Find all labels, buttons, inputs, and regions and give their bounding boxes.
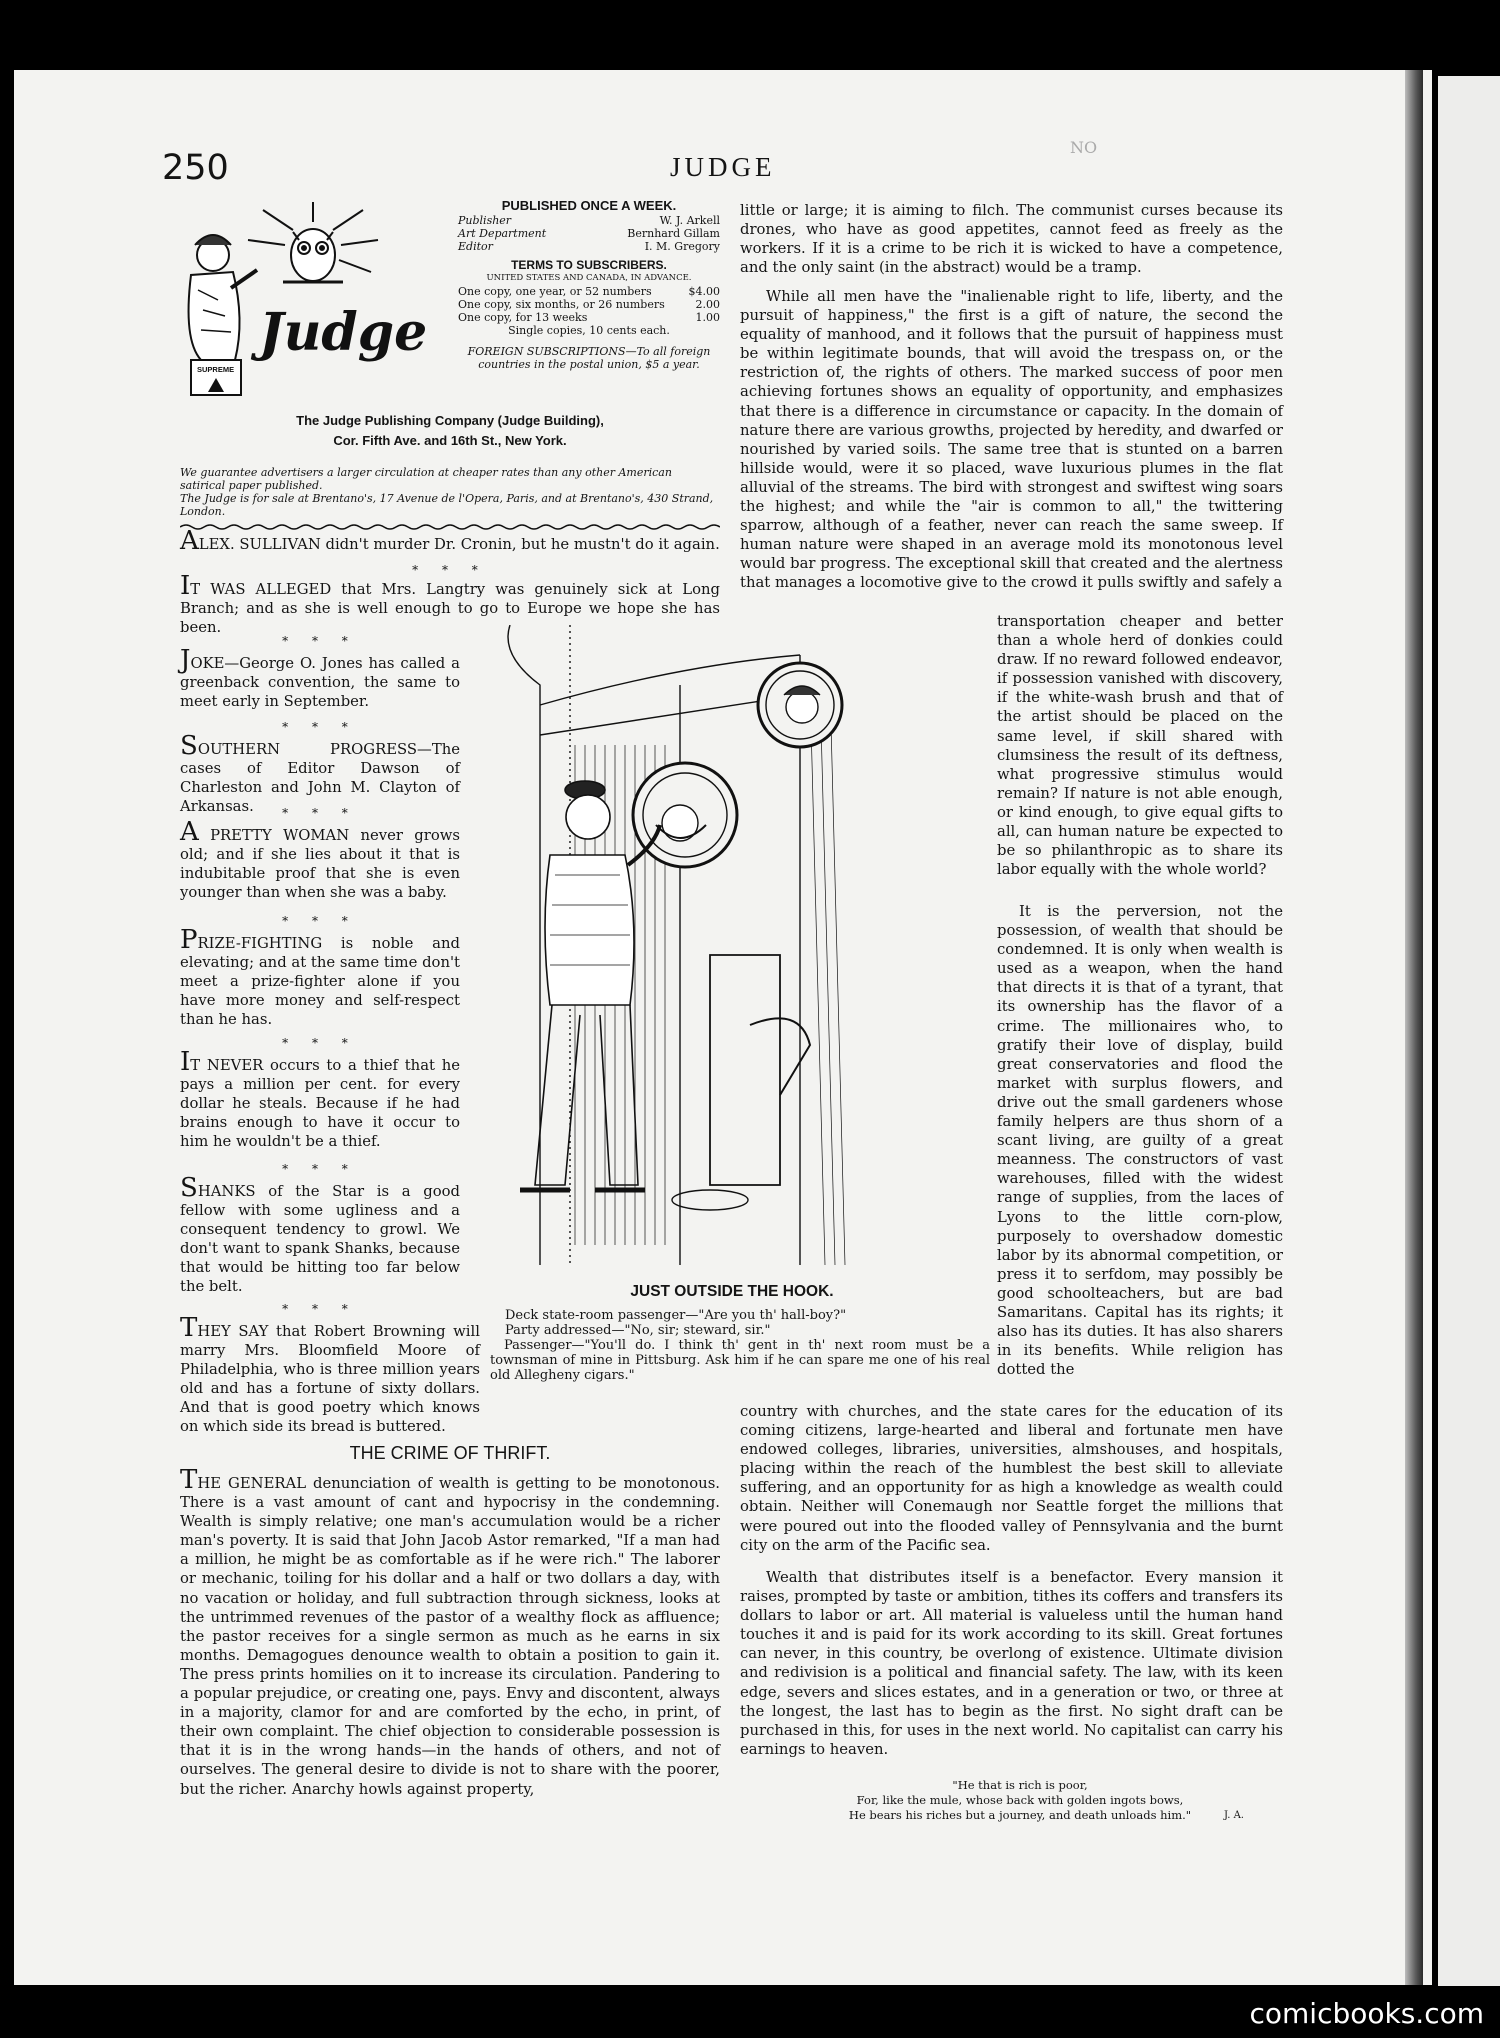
terms-subtitle: UNITED STATES AND CANADA, IN ADVANCE. [486,273,692,283]
poem-line: For, like the mule, whose back with golden ingots bows, [856,1793,1184,1807]
logo-text: Judge [259,302,428,363]
binding-gutter [1405,70,1423,1985]
paragraph-prize-fighting [180,925,460,1029]
drop-cap: T [180,1313,198,1343]
drop-cap: J [180,645,191,675]
wavy-rule [180,523,720,531]
terms-price: $4.00 [688,285,720,298]
cartoon-illustration [480,625,980,1275]
paragraph-text: OUTHERN PROGRESS—The cases of Editor Dawson of Charleston and John M. Clayton of Arkansas. [180,741,460,816]
staff-name: I. M. Gregory [644,240,720,253]
article-paragraph-r4: It is the perversion, not the possession, of wealth that should be condemned. It is only when wealth is used as a weapon, when the hand that directs it is that of a tyrant, that its ownership has the flavor of a crime. The millionaires who, to gratify their love of display, build great conservatories and flood the market with surplus flowers, and drive out the small gardeners whose family helpers are thus shorn of a scant living, are guilty of a great meanness. The constructors of vast warehouses, filled with the widest range of supplies, from the laces of Lyons to the little corn-plow, purposely to overshadow domestic labor by its abnormal competition, or press it to serfdom, may possibly be good schoolteachers, but are bad Samaritans. Capital has its rights; it also has its duties. It has also sharers in its benefits. While religion has dotted the [997,903,1283,1379]
sales-note: The Judge is for sale at Brentano's, 17 Avenue de l'Opera, Paris, and at Brentano's, 430 Strand, London. [180,492,714,518]
separator-stars: * * * [282,1302,358,1316]
terms-label: One copy, six months, or 26 numbers [458,298,665,311]
separator-stars: * * * [282,914,358,928]
separator-stars: * * * [282,1162,358,1176]
watermark: comicbooks.com [1249,1997,1484,2030]
separator-stars: * * * [282,806,358,820]
paragraph-text: PRETTY WOMAN never grows old; and if she lies about it that is indubitable proof that she is even younger than when she was a baby. [180,827,460,902]
paragraph-text: OKE—George O. Jones has called a greenback convention, the same to meet early in September. [180,655,460,711]
owl-drawing [283,229,343,282]
article-paragraph-r6: Wealth that distributes itself is a benefactor. Every mansion it raises, prompted by taste or ambition, tithes its coffers and transfers its dollars to labor or art. All material is valueless until the human hand touches it and is paid for its work according to its skill. Great fortunes can never, in this country, be overlong of existence. Ultimate division and redivision is a political and financial safety. The law, with its keen edge, severs and slices estates, and in a generation or two, or three at the longest, the last has to begin as the first. No sight draft can be purchased in this, for uses in the next world. No capitalist can carry his earnings to heaven. [740,1569,1283,1758]
staff-name: Bernhard Gillam [627,227,720,240]
terms-row [458,311,720,324]
cartoon-title: JUST OUTSIDE THE HOOK. [630,1283,834,1300]
drop-cap: S [180,1173,198,1203]
separator-stars: * * * [282,634,358,648]
staff-row [458,240,720,253]
separator-stars: * * * [282,720,358,734]
published-weekly: PUBLISHED ONCE A WEEK. [501,198,677,213]
paragraph-shanks [180,1173,460,1297]
drop-cap: A [180,817,199,847]
staff-list [458,214,720,253]
bleed-through-text: NO [1070,138,1098,157]
steward-figure [520,781,660,1190]
paragraph-text: T WAS ALLEGED that Mrs. Langtry was genuinely sick at Long Branch; and as she is well enough to go to Europe we hope she has been. [180,581,720,637]
author-signature: J. A. [1224,1810,1244,1821]
article-paragraph-1 [180,1465,720,1799]
page-number: 250 [162,148,229,188]
paragraph-browning [180,1313,480,1437]
paragraph-sullivan [180,526,720,556]
paragraph-text: RIZE-FIGHTING is noble and elevating; and at the same time don't meet a prize-fighter alone if you have more money and self-respect than he has. [180,935,460,1029]
poem-line: "He that is rich is poor, [952,1778,1088,1792]
terms-price: 2.00 [695,298,720,311]
drop-cap: S [180,731,198,761]
paragraph-text: LEX. SULLIVAN didn't murder Dr. Cronin, but he mustn't do it again. [198,536,720,553]
staff-name: W. J. Arkell [659,214,720,227]
staff-row [458,227,720,240]
advertising-note [180,466,720,518]
circulation-note: We guarantee advertisers a larger circulation at cheaper rates than any other American satirical paper published. [180,466,672,492]
paragraph-text: HEY SAY that Robert Browning will marry Mrs. Bloomfield Moore of Philadelphia, who is three million years old and has a fortune of sixty dollars. And that is good poetry which knows on which side its bread is buttered. [180,1323,480,1436]
terms-label: One copy, for 13 weeks [458,311,588,324]
drop-cap: A [180,526,199,556]
porthole-lower [633,763,737,867]
judge-figure [189,235,257,360]
article-title: THE CRIME OF THRIFT. [349,1443,551,1463]
terms-label: One copy, one year, or 52 numbers [458,285,652,298]
box-label: SUPREME [197,365,235,374]
company-name: The Judge Publishing Company (Judge Building), [296,413,604,428]
drop-cap: I [180,571,191,601]
paragraph-text: HE GENERAL denunciation of wealth is getting to be monotonous. There is a vast amount of cant and hypocrisy in the condemning. Wealth is simply relative; one man's accumulation would be a richer man's poverty. It is said that John Jacob Astor remarked, "If a man had a million, he might be as comfortable as if he were rich." The laborer or mechanic, toiling for his dollar and a half or two dollars a day, with no vacation or holiday, and full subtraction through sickness, looks at the untrimmed revenues of the pastor of a wealthy flock as affluence; the pastor receives for a single sermon as much as he earns in six months. Demagogues denounce wealth to obtain a position to gain it. The press prints homilies on it to increase its circulation. Pandering to a popular prejudice, or creating one, pays. Envy and discontent, always in a majority, clamor for and are comforted by the echo, in print, of their own complaint. The chief objection to considerable possession is that it is in the wrong hands—in the hands of others, and not of ourselves. The general desire to divide is not to share with the poorer, but the richer. Anarchy howls against property, [180,1475,720,1798]
paragraph-jones [180,645,460,711]
company-address: Cor. Fifth Ave. and 16th St., New York. [333,433,567,448]
publisher-block [180,411,720,451]
drop-cap: P [180,925,198,955]
drop-cap: T [180,1465,198,1495]
next-page-edge [1438,76,1500,1986]
paragraph-text: HANKS of the Star is a good fellow with some ugliness and a consequent tendency to growl. We don't want to spank Shanks, because that would be hitting too far below the belt. [180,1183,460,1296]
paragraph-thief [180,1047,460,1151]
separator-stars: * * * [412,563,488,577]
publication-info [458,199,720,371]
porthole-upper [758,663,842,747]
terms-row [458,285,720,298]
terms-title: TERMS TO SUBSCRIBERS. [511,258,667,272]
running-head: JUDGE [670,152,776,182]
staff-role: Publisher [458,214,512,227]
caption-line: Party addressed—"No, sir; steward, sir." [505,1323,771,1338]
article-paragraph-r3: transportation cheaper and better than a whole herd of donkies could draw. If no reward followed endeavor, if possession vanished with discovery, if the white-wash brush and that of the artist should be placed on the same level, if skill shared with clumsiness the result of its deftness, what progressive stimulus would remain? If nature is not able enough, or kind enough, to give equal gifts to all, can human nature be expected to be so philanthropic as to share its labor equally with the whole world? [997,613,1283,879]
terms-row [458,298,720,311]
staff-role: Art Department [458,227,547,240]
judge-masthead-logo [173,200,443,405]
single-copies: Single copies, 10 cents each. [508,324,670,337]
article-paragraph-r1: little or large; it is aiming to filch. The communist curses because its drones, who have as good appetites, cannot feed as freely as the workers. If it is a crime to be rich it is wicked to have a competence, and the only saint (in the abstract) would be a tramp. [740,202,1283,277]
paragraph-text: T NEVER occurs to a thief that he pays a million per cent. for every dollar he steals. Because if he had brains enough to have it occur to him he wouldn't be a thief. [180,1057,460,1151]
caption-line: Deck state-room passenger—"Are you th' hall-boy?" [505,1308,847,1323]
foreign-subscriptions: FOREIGN SUBSCRIPTIONS—To all foreign countries in the postal union, $5 a year. [467,345,711,371]
paragraph-pretty-woman [180,817,460,902]
closing-poem [780,1778,1260,1823]
staff-role: Editor [458,240,493,253]
article-paragraph-r2: While all men have the "inalienable right to life, liberty, and the pursuit of happiness," the first is a gift of nature, the second the equality of manhood, and it follows that the pursuit of happiness must be within legitimate bounds, that will avoid the trespass on, or the restriction of, the rights of others. The marked success of poor men achieving fortunes shows an equality of opportunity, and emphasizes that there is a difference in circumstance or capacity. In the domain of nature there are various growths, projected by heredity, and dwarfed or nourished by varied soils. The same tree that is stunted on a barren hillside would, were it so placed, wave luxurious plumes in the flat alluvial of the streams. The bird with strongest and swiftest wing soars the highest; and while the "air is common to all," the twittering sparrow, although of a feather, never can reach the same sweep. If human nature were shaped in an average mold its monotonous level would bar progress. The exceptional skill that created and the alertness that manages a locomotive give to the crowd it pulls swiftly and safely a [740,288,1283,592]
poem-line: He bears his riches but a journey, and death unloads him." [848,1808,1192,1822]
terms-price: 1.00 [695,311,720,324]
caption-line: Passenger—"You'll do. I think th' gent in th' next room must be a townsman of mine in Pittsburg. Ask him if he can spare me one of his real old Allegheny cigars." [490,1338,990,1383]
separator-stars: * * * [282,1036,358,1050]
wash-basin [672,1190,748,1210]
staff-row [458,214,720,227]
article-paragraph-r5: country with churches, and the state cares for the education of its coming citizens, large-hearted and liberal and fortunate men have endowed colleges, libraries, universities, almshouses, and hospitals, placing within the reach of the humblest the best skill to alleviate suffering, and an opportunity for as high a knowledge as wealth could obtain. Neither will Conemaugh nor Seattle forget the millions that were poured out into the flooded valley of Pennsylvania and the burnt city on the arm of the Pacific sea. [740,1403,1283,1554]
drop-cap: I [180,1047,191,1077]
